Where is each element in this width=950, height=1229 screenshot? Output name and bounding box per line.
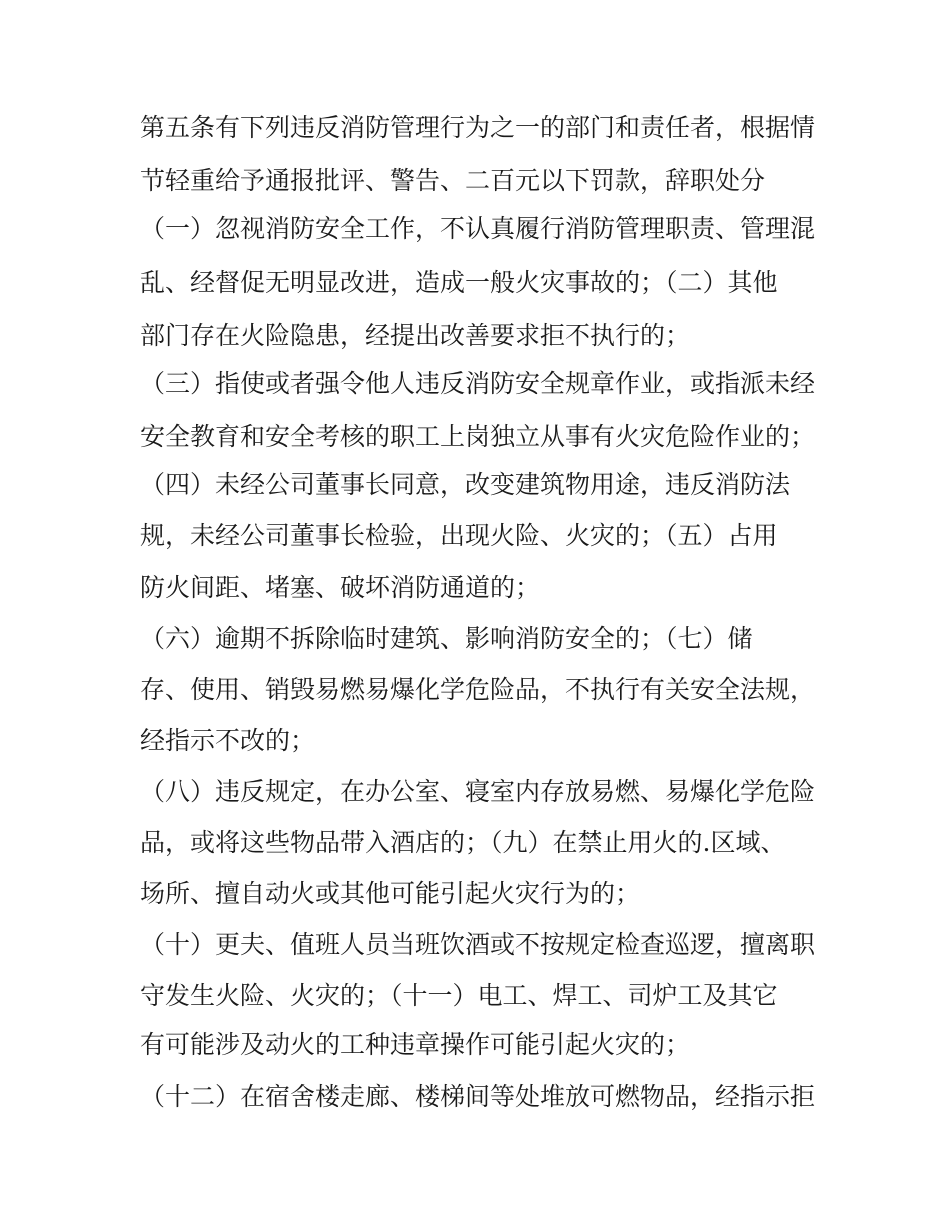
text-line: 规，未经公司董事长检验，出现火险、火灾的；（五）占用	[140, 521, 778, 550]
text-line: 场所、擅自动火或其他可能引起火灾行为的；	[140, 879, 641, 908]
text-line: （三）指使或者强令他人违反消防安全规章作业，或指派未经	[140, 369, 816, 398]
text-line: 防火间距、堵塞、破坏消防通道的；	[140, 573, 541, 602]
text-line: 有可能涉及动火的工种违章操作可能引起火灾的；	[140, 1030, 691, 1059]
text-line: 乱、经督促无明显改进，造成一般火灾事故的；（二）其他	[140, 268, 778, 297]
text-line: （十二）在宿舍楼走廊、楼梯间等处堆放可燃物品，经指示拒	[140, 1082, 816, 1111]
text-line: 安全教育和安全考核的职工上岗独立从事有火灾危险作业的；	[140, 422, 816, 451]
text-line: 第五条有下列违反消防管理行为之一的部门和责任者，根据情	[140, 113, 816, 142]
text-line: 节轻重给予通报批评、警告、二百元以下罚款，辞职处分	[140, 166, 766, 195]
text-line: 品，或将这些物品带入酒店的；（九）在禁止用火的.区域、	[140, 828, 786, 857]
text-line: （一）忽视消防安全工作，不认真履行消防管理职责、管理混	[140, 214, 816, 243]
text-line: 存、使用、销毁易燃易爆化学危险品，不执行有关安全法规，	[140, 675, 816, 704]
text-line: 经指示不改的；	[140, 726, 316, 755]
text-line: （八）违反规定，在办公室、寝室内存放易燃、易爆化学危险	[140, 777, 816, 806]
text-line: 部门存在火险隐患，经提出改善要求拒不执行的；	[140, 321, 691, 350]
text-line: （四）未经公司董事长同意，改变建筑物用途，违反消防法	[140, 470, 791, 499]
text-line: （十）更夫、值班人员当班饮酒或不按规定检查巡逻，擅离职	[140, 930, 816, 959]
text-line: 守发生火险、火灾的；（十一）电工、焊工、司炉工及其它	[140, 981, 778, 1010]
text-line: （六）逾期不拆除临时建筑、影响消防安全的；（七）储	[140, 624, 753, 653]
